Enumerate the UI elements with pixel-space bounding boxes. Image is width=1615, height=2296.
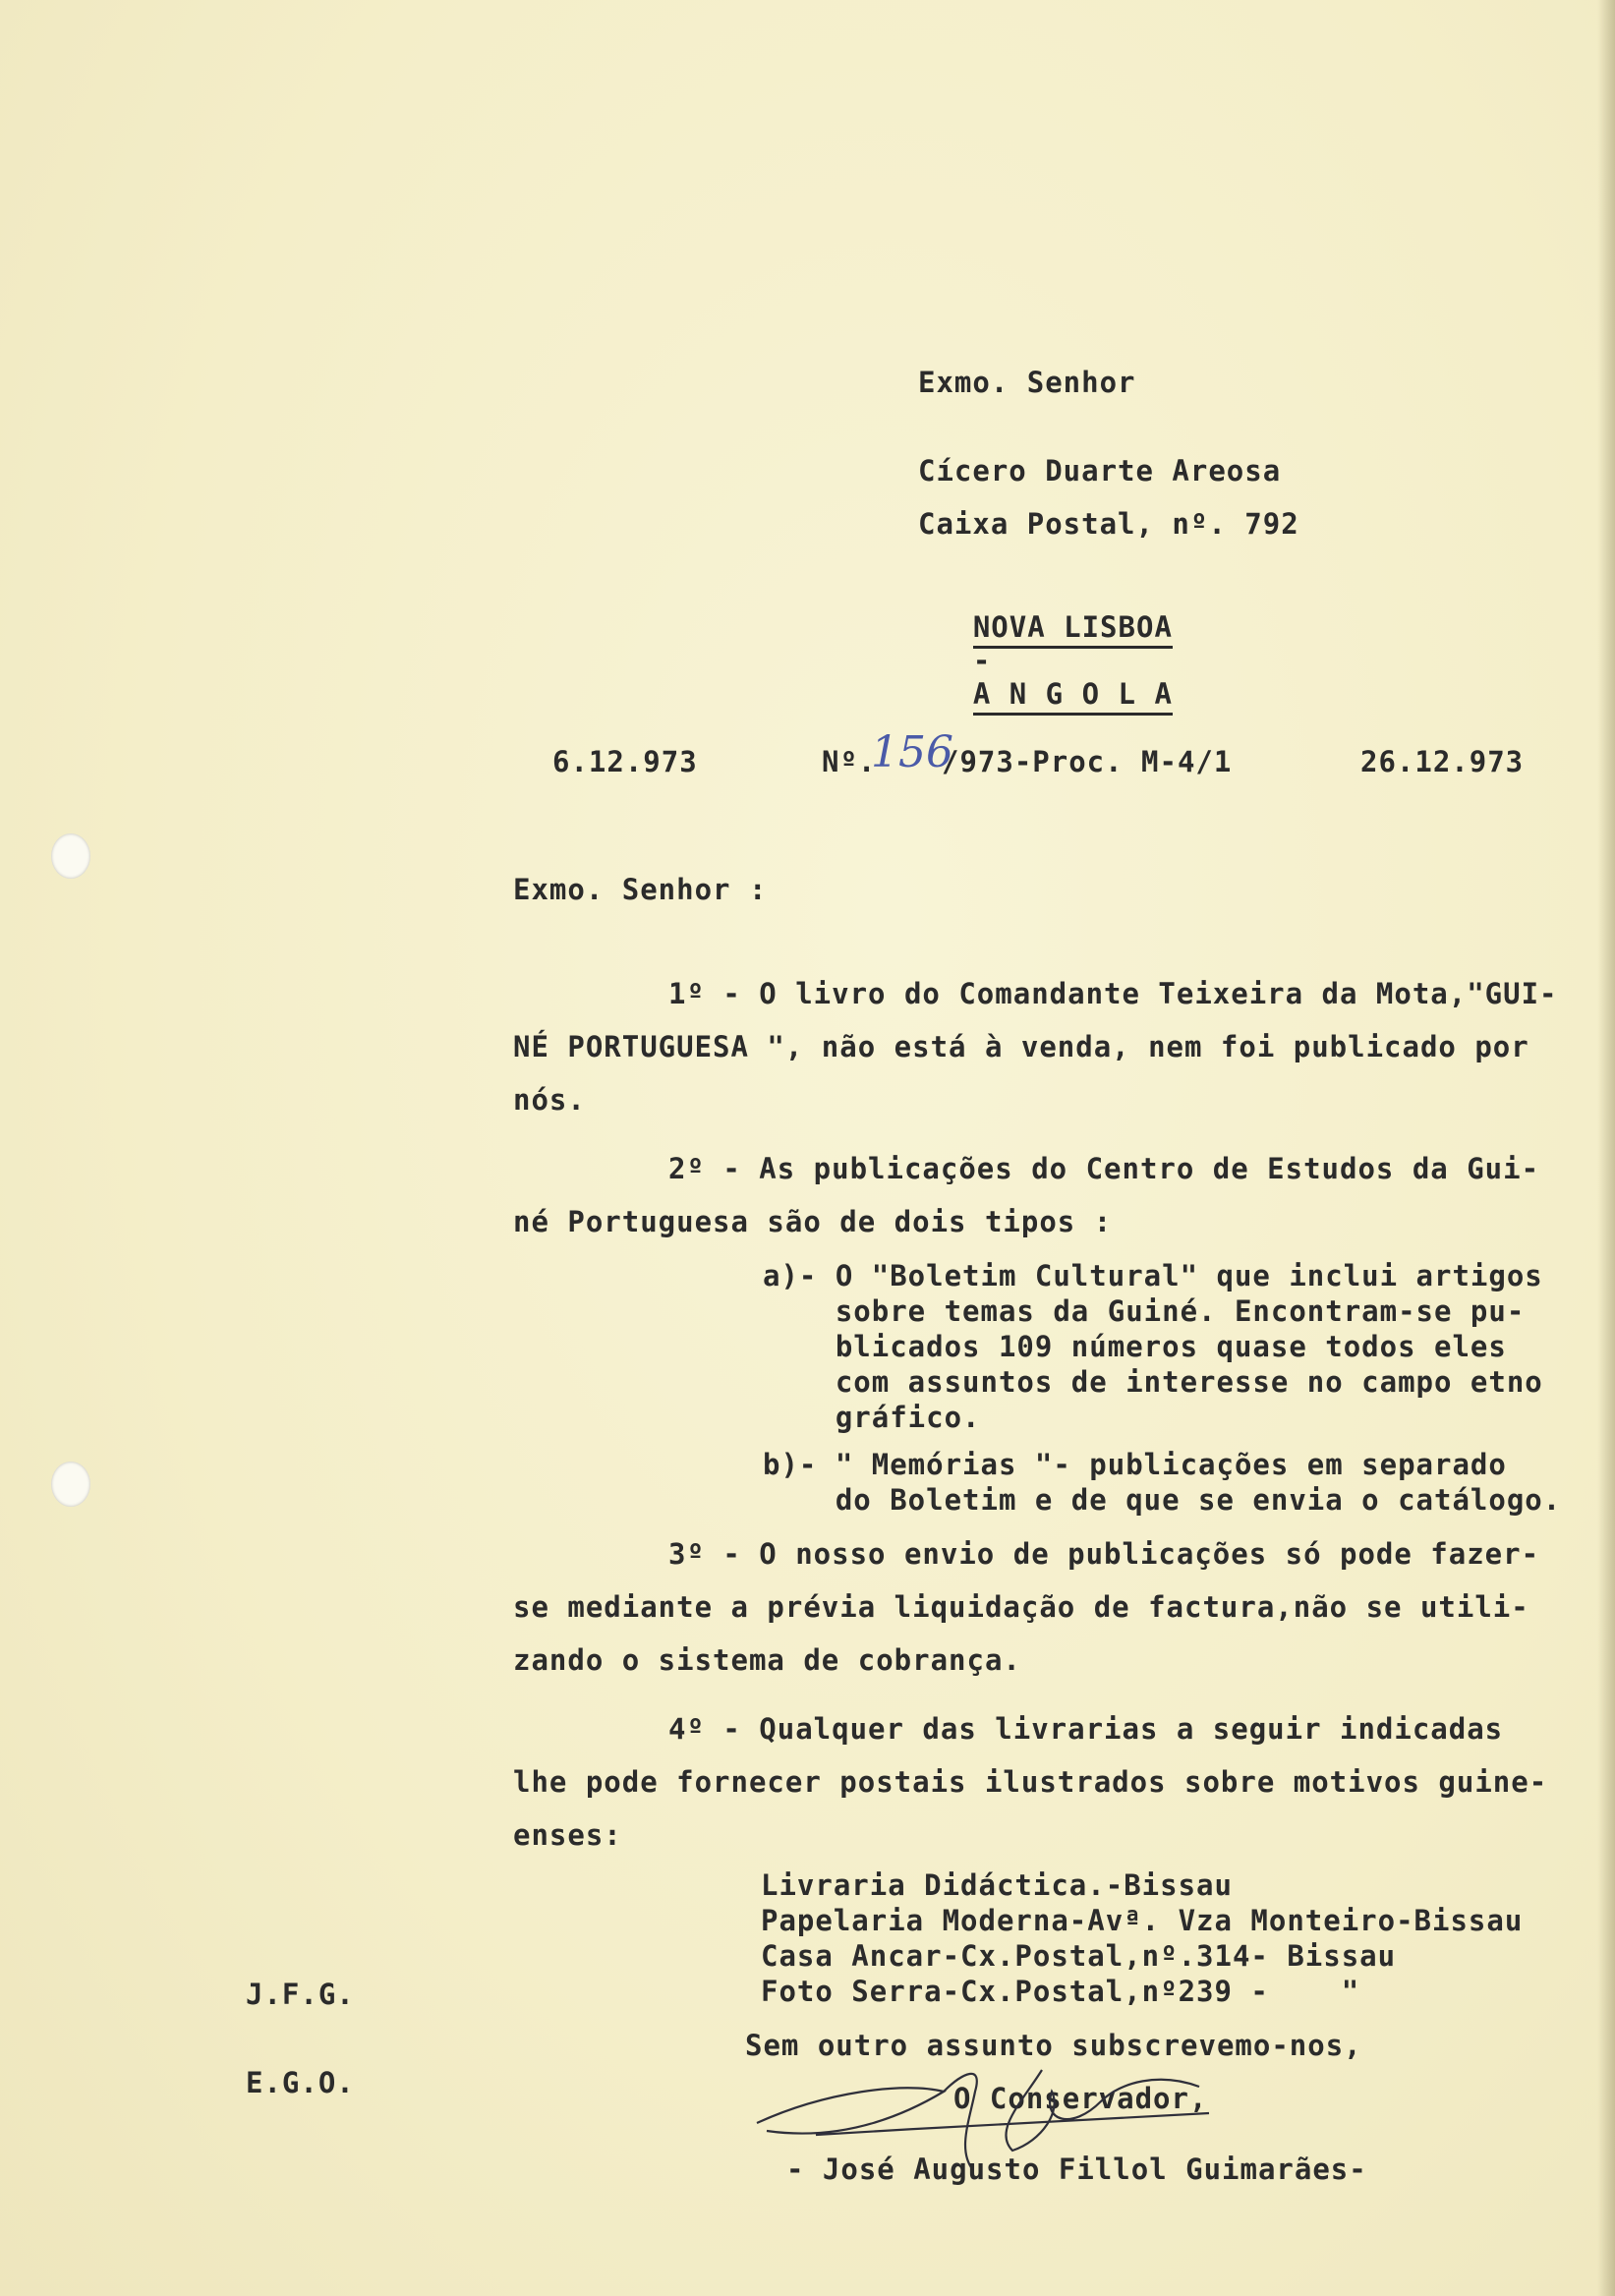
reference-number-suffix: /973-Proc. M-4/1 (942, 745, 1233, 778)
reference-our-date: 26.12.973 (1360, 745, 1525, 778)
item-a-line: blicados 109 números quase todos eles (763, 1330, 1507, 1363)
paragraph-2 (513, 1142, 1539, 1248)
paragraph-3-line: 3º - O nosso envio de publicações só pode fazer- (668, 1537, 1540, 1571)
closing-line: Sem outro assunto subscrevemo-nos, (745, 2029, 1362, 2062)
bookshop-list (761, 1867, 1523, 2009)
paragraph-4-line: enses: (513, 1818, 622, 1852)
signature-title: O Conservador, (953, 2082, 1208, 2115)
paragraph-1 (513, 967, 1558, 1126)
item-a-line: com assuntos de interesse no campo etno (763, 1365, 1543, 1399)
bookshop-item: Papelaria Moderna-Avª. Vza Monteiro-Bissau (761, 1904, 1524, 1937)
item-a (763, 1258, 1543, 1435)
reference-number-prefix: Nº. (822, 745, 877, 778)
item-a-line: sobre temas da Guiné. Encontram-se pu- (763, 1294, 1526, 1328)
paragraph-1-line: nós. (513, 1083, 586, 1117)
paragraph-1-line: 1º - O livro do Comandante Teixeira da Mota,"GUI- (668, 977, 1558, 1010)
paragraph-3-line: zando o sistema de cobrança. (513, 1643, 1021, 1677)
bookshop-item: Livraria Didáctica.-Bissau (761, 1868, 1233, 1902)
destination-separator: - (972, 644, 992, 677)
recipient-name: Cícero Duarte Areosa (918, 454, 1282, 488)
recipient-country: A N G O L A (973, 677, 1173, 716)
item-a-line: gráfico. (763, 1401, 981, 1434)
page-edge-shadow (1597, 0, 1615, 2296)
greeting: Exmo. Senhor : (513, 873, 768, 906)
recipient-salutation: Exmo. Senhor (918, 366, 1136, 399)
reference-your-date: 6.12.973 (552, 745, 698, 778)
paragraph-1-line: NÉ PORTUGUESA ", não está à venda, nem foi publicado por (513, 1030, 1529, 1063)
recipient-address: Caixa Postal, nº. 792 (918, 507, 1299, 541)
bookshop-item: Casa Ancar-Cx.Postal,nº.314- Bissau (761, 1939, 1397, 1973)
punch-hole-top (51, 833, 90, 879)
paragraph-2-line: 2º - As publicações do Centro de Estudos da Gui- (668, 1152, 1540, 1185)
item-b-line: do Boletim e de que se envia o catálogo. (763, 1483, 1562, 1517)
paragraph-2-line: né Portuguesa são de dois tipos : (513, 1205, 1113, 1238)
punch-hole-bottom (51, 1462, 90, 1507)
item-a-line: a)- O "Boletim Cultural" que inclui artigos (763, 1259, 1543, 1292)
item-b-line: b)- " Memórias "- publicações em separado (763, 1448, 1507, 1481)
recipient-destination (900, 577, 1173, 744)
bookshop-item: Foto Serra-Cx.Postal,nº239 - " (761, 1975, 1360, 2008)
initials-jfg: J.F.G. (246, 1978, 355, 2011)
reference-number-handwritten: 156 (871, 727, 953, 777)
paragraph-4 (513, 1702, 1547, 1862)
signature-name: - José Augusto Fillol Guimarães- (786, 2152, 1367, 2186)
paragraph-4-line: lhe pode fornecer postais ilustrados sobre motivos guine- (513, 1765, 1548, 1799)
paragraph-3-line: se mediante a prévia liquidação de factura,não se utili- (513, 1590, 1529, 1624)
paragraph-3 (513, 1527, 1539, 1687)
paragraph-4-line: 4º - Qualquer das livrarias a seguir indicadas (668, 1712, 1504, 1746)
item-b (763, 1447, 1561, 1518)
initials-ego: E.G.O. (246, 2066, 355, 2099)
recipient-city: NOVA LISBOA (973, 610, 1173, 649)
